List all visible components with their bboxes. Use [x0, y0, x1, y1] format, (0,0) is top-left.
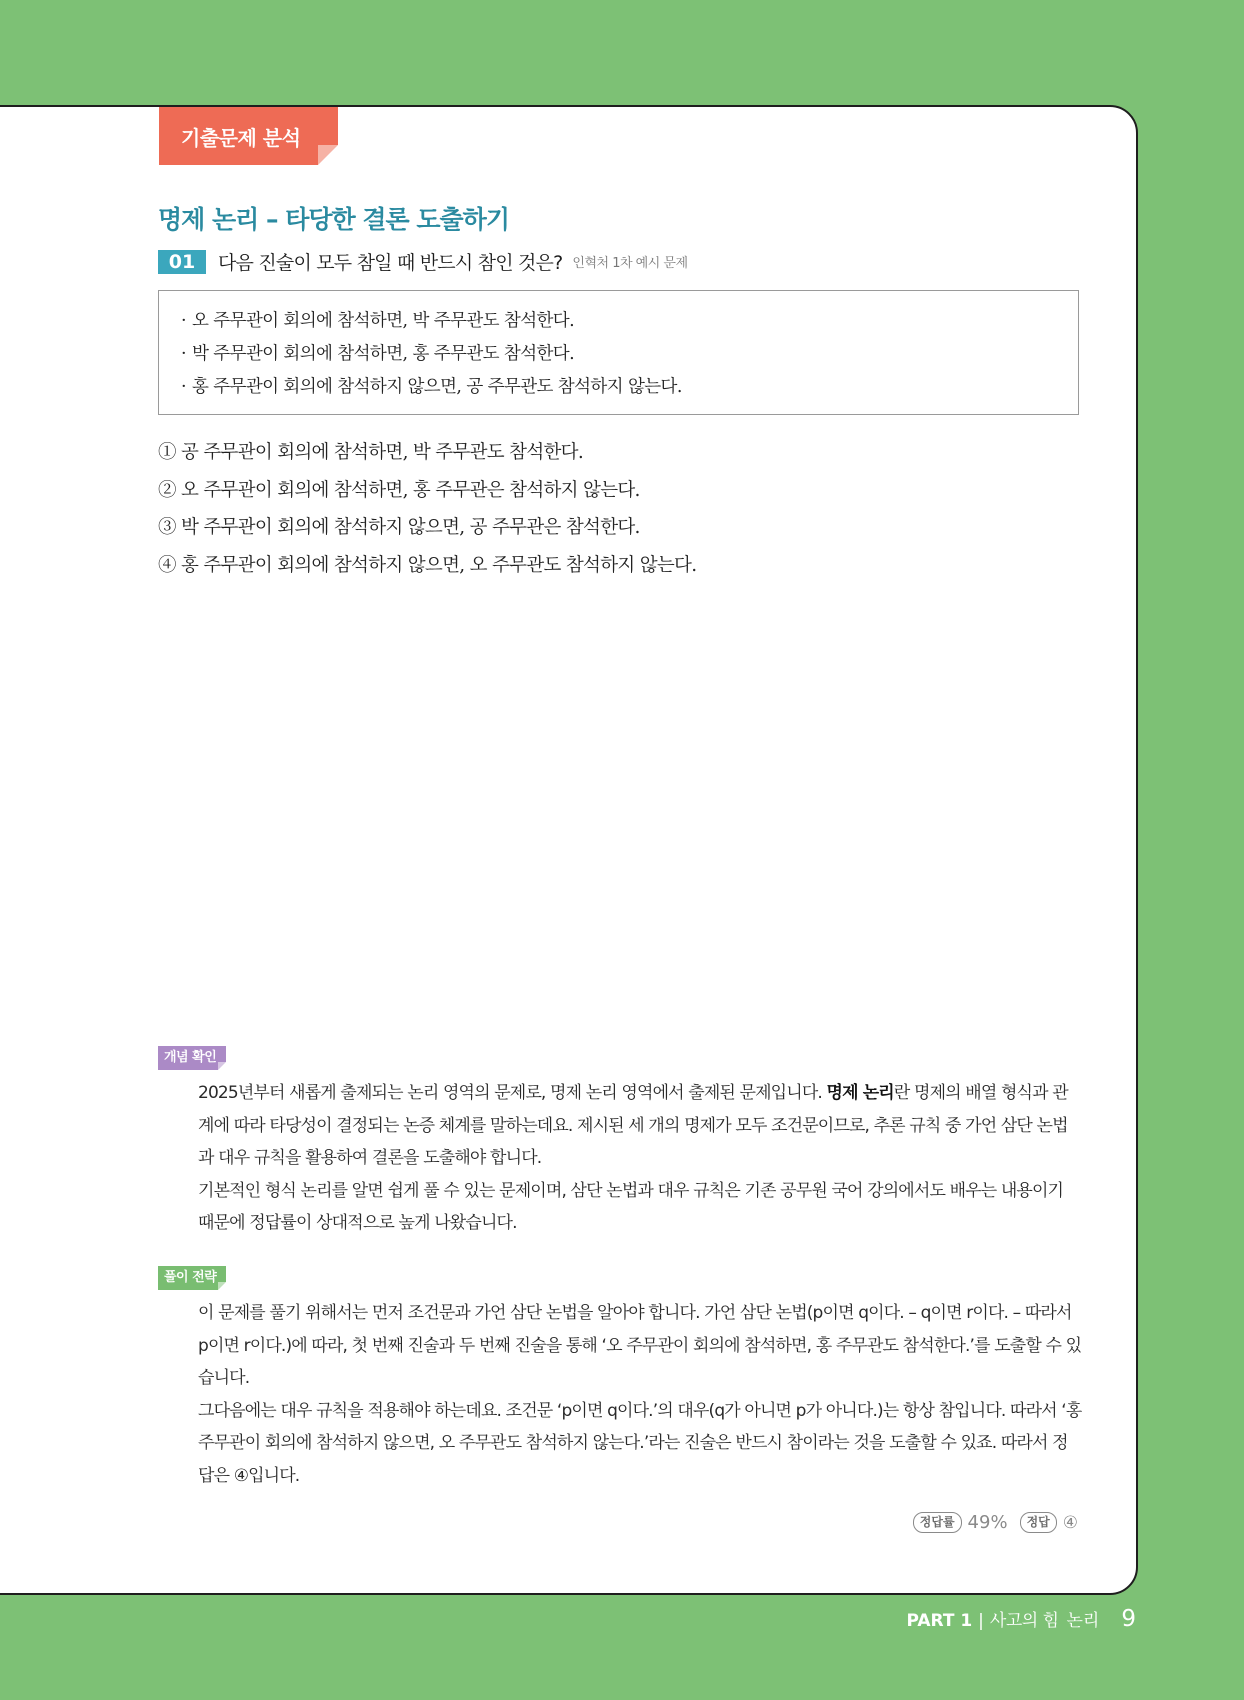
bullet-icon: ·: [181, 377, 186, 397]
concept-keyword: 명제 논리: [826, 1083, 894, 1103]
footer-subtitle: 사고의 힘: [989, 1611, 1059, 1631]
premise-text: 오 주무관이 회의에 참석하면, 박 주무관도 참석한다.: [191, 311, 575, 331]
section-tab-label: 기출문제 분석: [181, 125, 301, 150]
page-number: 9: [1121, 1606, 1136, 1632]
topic-title: 명제 논리 – 타당한 결론 도출하기: [158, 205, 509, 234]
premise-item: [181, 338, 1078, 371]
bullet-icon: ·: [181, 311, 186, 331]
tag-fold-corner: [218, 1282, 226, 1290]
tag-fold-corner: [218, 1062, 226, 1070]
question-text: 다음 진술이 모두 참일 때 반드시 참인 것은?: [218, 252, 563, 274]
concept-label: 개념 확인: [164, 1050, 217, 1065]
choice-3: ③ 박 주무관이 회의에 참석하지 않으면, 공 주무관은 참석한다.: [158, 517, 640, 538]
question-row: [158, 248, 688, 275]
footer-title: 논리: [1066, 1611, 1100, 1631]
page-footer: [906, 1606, 1136, 1632]
choice-2: ② 오 주무관이 회의에 참석하면, 홍 주무관은 참석하지 않는다.: [158, 479, 640, 501]
tab-fold-corner: [318, 145, 338, 165]
choice-1: ① 공 주무관이 회의에 참석하면, 박 주무관도 참석한다.: [158, 442, 584, 463]
concept-paragraph-2: 기본적인 형식 논리를 알면 쉽게 풀 수 있는 문제이며, 삼단 논법과 대우 규칙은 기존 공무원 국어 강의에서도 배우는 내용이기 때문에 정답률이 상대적으로 높게 나왔습니다.: [198, 1180, 1064, 1233]
strategy-paragraph-2: 그다음에는 대우 규칙을 적용해야 하는데요. 조건문 ‘p이면 q이다.’의 대우(q가 아니면 p가 아니다.)는 항상 참입니다. 따라서 ‘홍 주무관이 회의에 참석하지 않으면, 오 주무관도 참석하지 않는다.’라는 진술은 반드시 참이라는 것을 도출할 수 있죠. 따라서 정답은 ④입니다.: [198, 1400, 1082, 1486]
premise-text: 홍 주무관이 회의에 참석하지 않으면, 공 주무관도 참석하지 않는다.: [191, 377, 682, 397]
premise-text: 박 주무관이 회의에 참석하면, 홍 주무관도 참석한다.: [191, 344, 575, 364]
answer-summary: [913, 1512, 1078, 1533]
footer-separator: |: [978, 1611, 984, 1631]
rate-value: 49%: [967, 1512, 1008, 1533]
answer-choices: [158, 434, 696, 584]
rate-badge: 정답률: [913, 1512, 962, 1533]
strategy-label-tag: [158, 1266, 226, 1290]
premise-item: [181, 371, 1078, 404]
strategy-paragraph-1: 이 문제를 풀기 위해서는 먼저 조건문과 가언 삼단 논법을 알아야 합니다. 가언 삼단 논법(p이면 q이다. – q이면 r이다. – 따라서 p이면 r이다.)에 따라, 첫 번째 진술과 두 번째 진술을 통해 ‘오 주무관이 회의에 참석하면, 홍 주무관도 참석한다.’를 도출할 수 있습니다.: [198, 1303, 1082, 1388]
question-source: 인혁처 1차 예시 문제: [572, 256, 688, 271]
concept-text: 2025년부터 새롭게 출제되는 논리 영역의 문제로, 명제 논리 영역에서 출제된 문제입니다.: [198, 1083, 827, 1103]
concept-body: [198, 1077, 1082, 1240]
answer-value: ④: [1062, 1512, 1078, 1533]
question-number: 01: [158, 250, 206, 274]
answer-badge: 정답: [1020, 1512, 1057, 1533]
bullet-icon: ·: [181, 344, 186, 364]
strategy-body: [198, 1297, 1082, 1492]
premise-box: [158, 290, 1079, 415]
concept-text: 란 명제의 배열 형식과 관계에 따라 타당성이 결정되는 논증 체계를 말하는데요. 제시된 세 개의 명제가 모두 조건문이므로, 추론 규칙 중 가언 삼단 논법과 대우 규칙을 활용하여 결론을 도출해야 합니다.: [198, 1083, 1068, 1168]
footer-part: PART 1: [906, 1611, 973, 1631]
section-tab: [159, 107, 338, 165]
strategy-label: 풀이 전략: [164, 1270, 217, 1285]
premise-item: [181, 305, 1078, 338]
choice-4: ④ 홍 주무관이 회의에 참석하지 않으면, 오 주무관도 참석하지 않는다.: [158, 554, 697, 576]
concept-label-tag: [158, 1046, 226, 1070]
concept-paragraph-1: [198, 1077, 1082, 1175]
